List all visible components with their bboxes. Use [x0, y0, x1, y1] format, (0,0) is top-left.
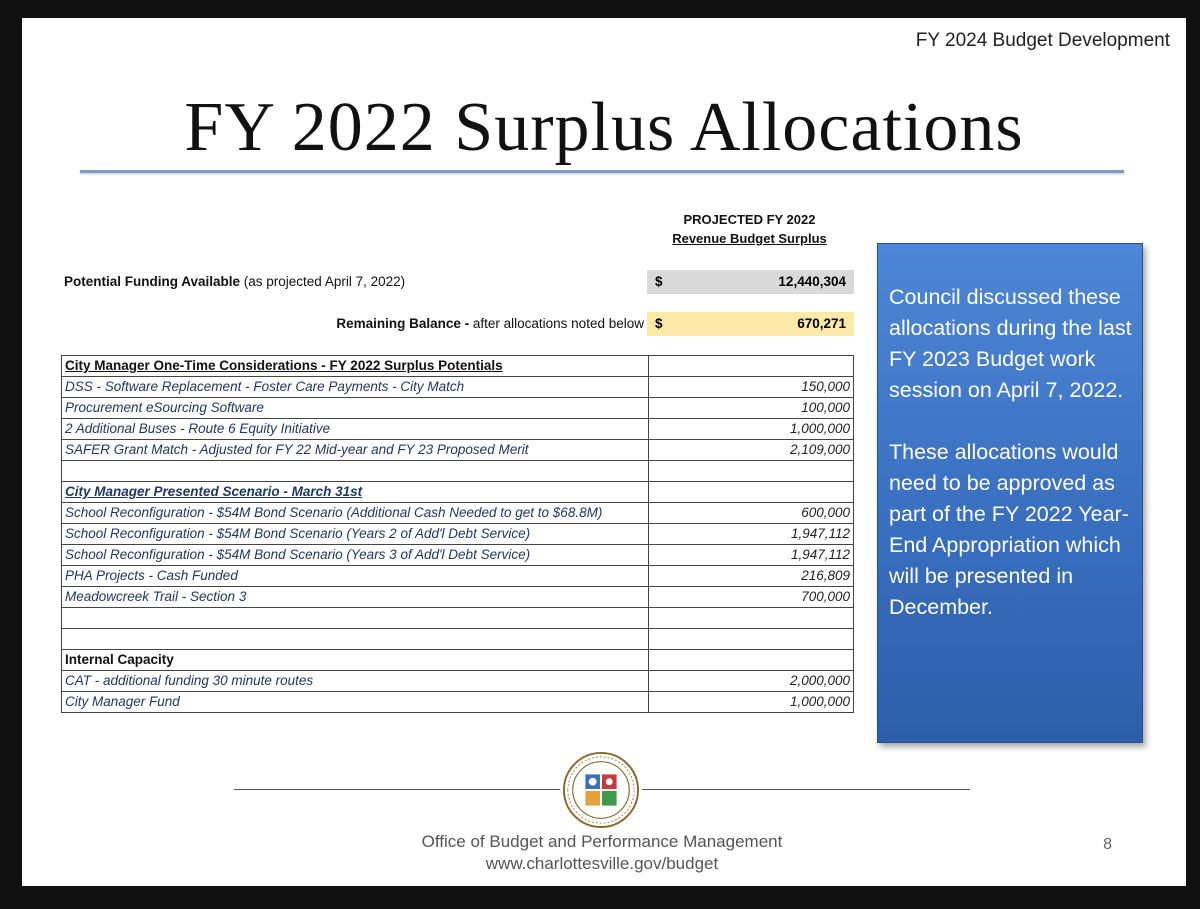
footer-line-right — [642, 789, 970, 790]
city-seal-icon — [562, 751, 640, 829]
section-title: City Manager Presented Scenario - March 31st — [62, 482, 649, 503]
item-label: School Reconfiguration - $54M Bond Scenario (Years 3 of Add'l Debt Service) — [62, 545, 649, 566]
item-label: PHA Projects - Cash Funded — [62, 566, 649, 587]
empty-row — [62, 629, 854, 650]
column-header-line2: Revenue Budget Surplus — [672, 231, 827, 246]
item-label: SAFER Grant Match - Adjusted for FY 22 Mid-year and FY 23 Proposed Merit — [62, 440, 649, 461]
table-row — [62, 377, 854, 398]
table-row — [62, 566, 854, 587]
table-row — [62, 503, 854, 524]
column-header — [652, 210, 847, 248]
section-header-row — [62, 482, 854, 503]
item-label: School Reconfiguration - $54M Bond Scenario (Additional Cash Needed to get to $68.8M) — [62, 503, 649, 524]
section-header-row — [62, 356, 854, 377]
remaining-balance-amount-cell — [647, 312, 854, 336]
item-label: City Manager Fund — [62, 692, 649, 713]
table-row — [62, 524, 854, 545]
potential-funding-label-rest: (as projected April 7, 2022) — [240, 274, 406, 289]
table-row — [62, 398, 854, 419]
footer-line-left — [234, 789, 560, 790]
empty-cell — [649, 608, 854, 629]
allocations-table — [61, 355, 854, 713]
item-value: 150,000 — [649, 377, 854, 398]
slide-title: FY 2022 Surplus Allocations — [184, 89, 1024, 166]
item-label: DSS - Software Replacement - Foster Care Payments - City Match — [62, 377, 649, 398]
empty-row — [62, 608, 854, 629]
note-paragraph-2: These allocations would need to be approved as part of the FY 2022 Year-End Appropriation which will be presented in December. — [889, 440, 1129, 619]
table-row — [62, 419, 854, 440]
potential-funding-amount: 12,440,304 — [778, 274, 846, 289]
slide — [22, 18, 1186, 886]
section-title: Internal Capacity — [62, 650, 649, 671]
empty-row — [62, 461, 854, 482]
item-value: 100,000 — [649, 398, 854, 419]
currency-symbol: $ — [655, 274, 663, 289]
section-title: City Manager One-Time Considerations - FY 2022 Surplus Potentials — [62, 356, 649, 377]
table-row — [62, 587, 854, 608]
note-paragraph-1: Council discussed these allocations during the last FY 2023 Budget work session on April 7, 2022. — [889, 285, 1132, 402]
item-value: 1,947,112 — [649, 545, 854, 566]
note-callout — [877, 243, 1143, 743]
remaining-balance-label-bold: Remaining Balance - — [336, 316, 470, 331]
table-row — [62, 440, 854, 461]
section-value-cell — [649, 482, 854, 503]
currency-symbol: $ — [655, 316, 663, 331]
item-value: 2,109,000 — [649, 440, 854, 461]
item-value: 1,000,000 — [649, 692, 854, 713]
column-header-line1: PROJECTED FY 2022 — [683, 212, 816, 227]
section-header-row — [62, 650, 854, 671]
item-value: 600,000 — [649, 503, 854, 524]
item-value: 1,000,000 — [649, 419, 854, 440]
page-number: 8 — [1103, 836, 1112, 853]
remaining-balance-label — [64, 312, 644, 336]
item-label: 2 Additional Buses - Route 6 Equity Initiative — [62, 419, 649, 440]
potential-funding-label — [64, 270, 644, 294]
section-value-cell — [649, 650, 854, 671]
item-value: 1,947,112 — [649, 524, 854, 545]
empty-cell — [649, 461, 854, 482]
potential-funding-amount-cell — [647, 270, 854, 294]
table-row — [62, 671, 854, 692]
item-value: 700,000 — [649, 587, 854, 608]
table-row — [62, 545, 854, 566]
empty-cell — [62, 608, 649, 629]
slide-tag: FY 2024 Budget Development — [915, 30, 1170, 51]
item-label: School Reconfiguration - $54M Bond Scenario (Years 2 of Add'l Debt Service) — [62, 524, 649, 545]
title-divider — [80, 170, 1124, 173]
item-value: 2,000,000 — [649, 671, 854, 692]
remaining-balance-label-rest: after allocations noted below — [469, 316, 644, 331]
remaining-balance-amount: 670,271 — [797, 316, 846, 331]
item-label: Meadowcreek Trail - Section 3 — [62, 587, 649, 608]
item-value: 216,809 — [649, 566, 854, 587]
footer-url[interactable]: www.charlottesville.gov/budget — [485, 854, 719, 873]
item-label: Procurement eSourcing Software — [62, 398, 649, 419]
section-value-cell — [649, 356, 854, 377]
footer-office: Office of Budget and Performance Management — [421, 832, 783, 851]
empty-cell — [62, 629, 649, 650]
empty-cell — [649, 629, 854, 650]
item-label: CAT - additional funding 30 minute routes — [62, 671, 649, 692]
empty-cell — [62, 461, 649, 482]
table-row — [62, 692, 854, 713]
potential-funding-label-bold: Potential Funding Available — [64, 274, 241, 289]
